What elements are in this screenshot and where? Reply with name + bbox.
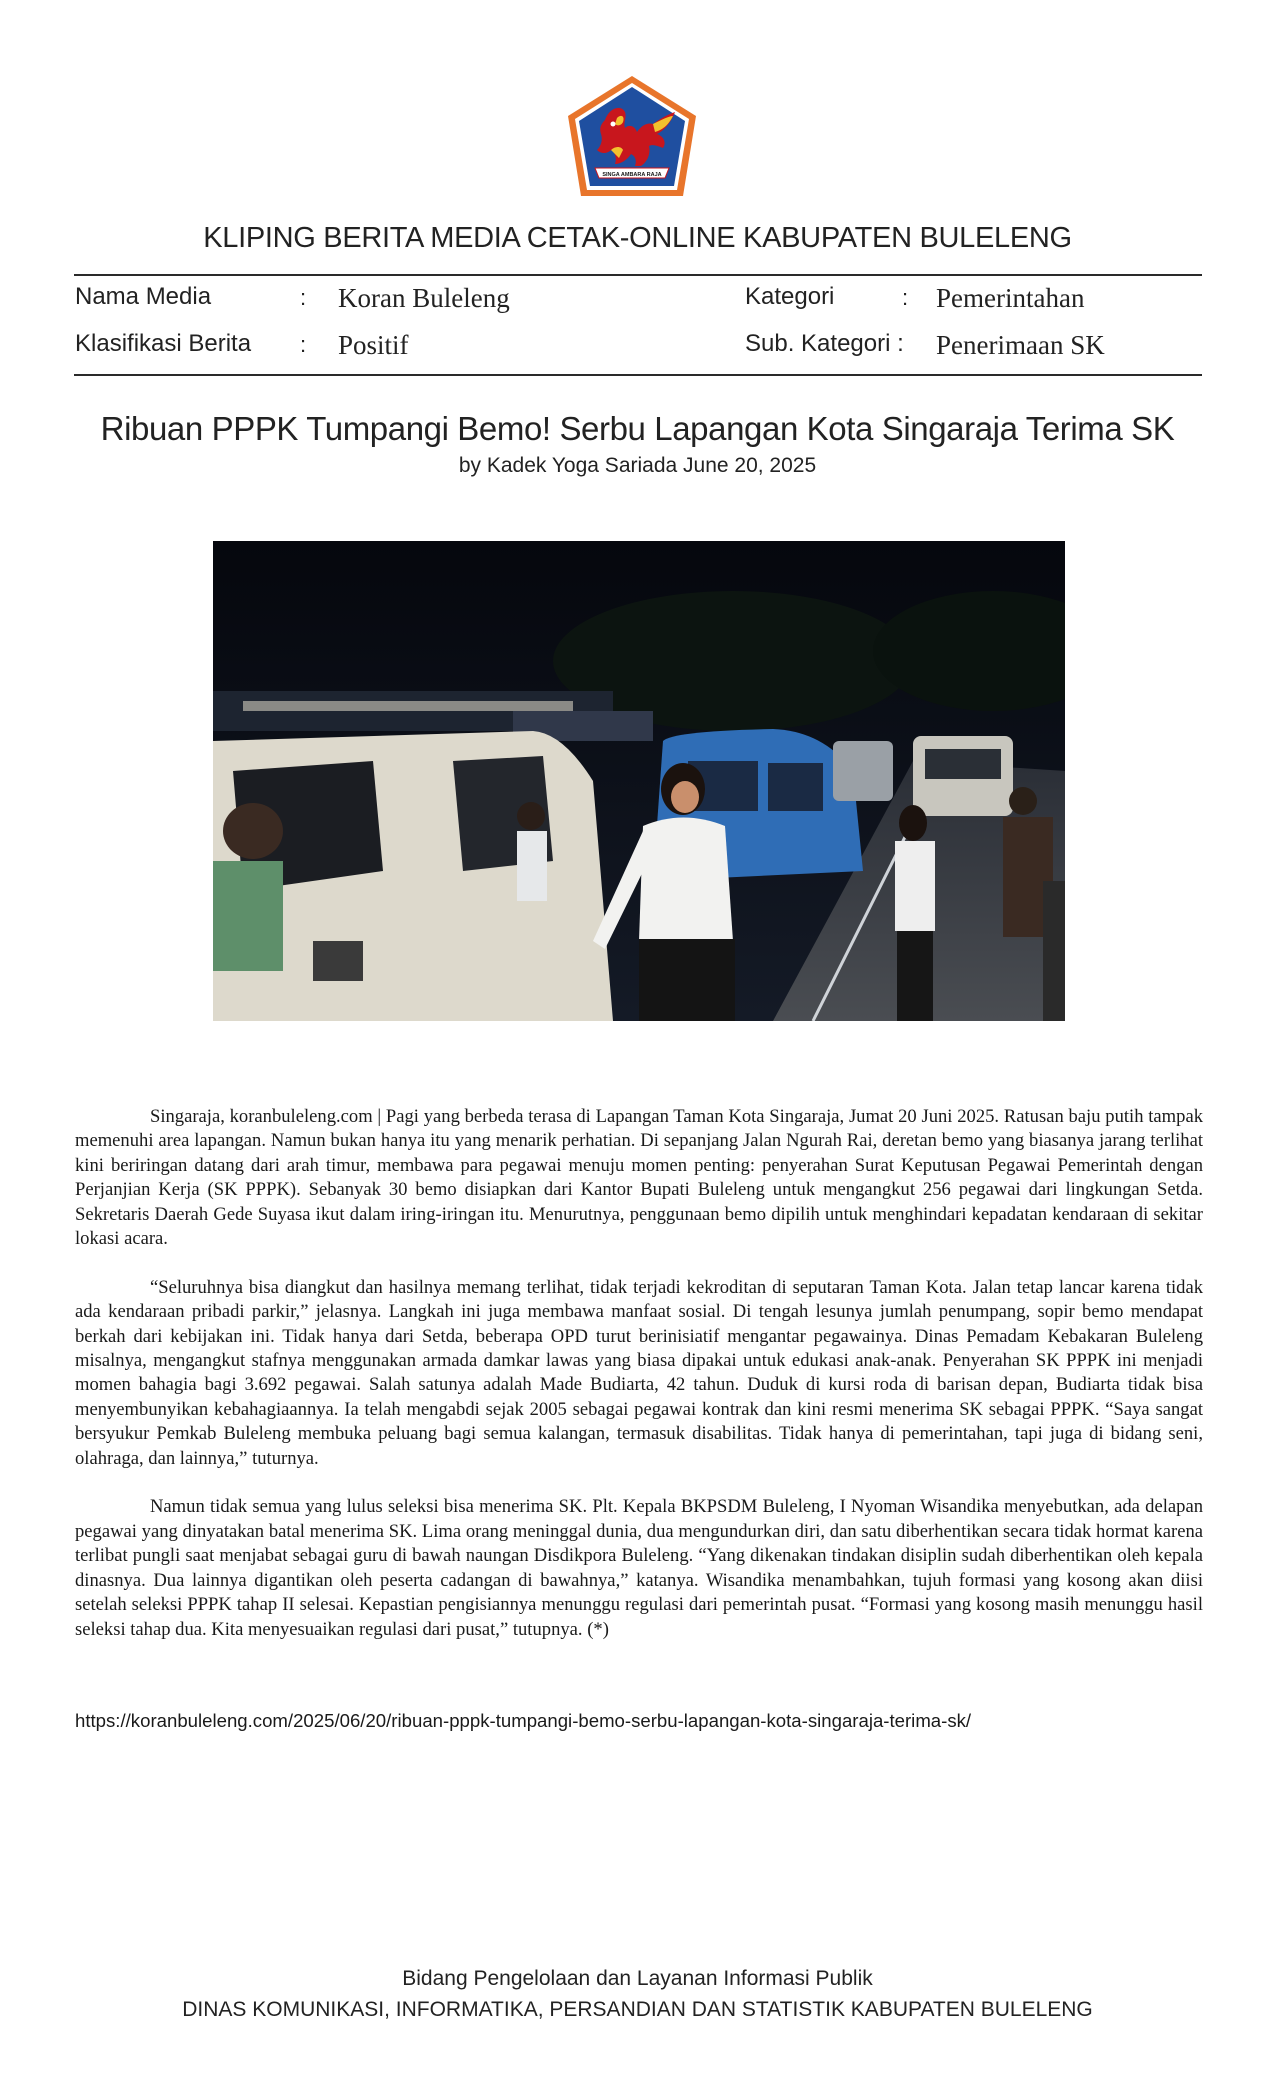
article-headline: Ribuan PPPK Tumpangi Bemo! Serbu Lapangan Kota Singaraja Terima SK — [100, 410, 1175, 447]
classification-label: Klasifikasi Berita — [75, 330, 252, 357]
article-photo — [213, 541, 1065, 1021]
footer-division: Bidang Pengelolaan dan Layanan Informasi Publik — [402, 1967, 873, 1990]
article-body — [75, 1105, 1203, 1666]
header-bottom-rule — [74, 374, 1202, 376]
media-name-value: Koran Buleleng — [338, 283, 510, 313]
footer-agency: DINAS KOMUNIKASI, INFORMATIKA, PERSANDIAN DAN STATISTIK KABUPATEN BULELENG — [182, 1998, 1093, 2021]
article-paragraph: Singaraja, koranbuleleng.com | Pagi yang berbeda terasa di Lapangan Taman Kota Singaraja, Jumat 20 Juni 2025. Ratusan baju putih tampak memenuhi area lapangan. Namun bukan hanya itu yang menarik perhatian. Di sepanjang Jalan Ngurah Rai, deretan bemo yang biasanya jarang terlihat kini beriringan datang dari arah timur, membawa para pegawai menuju momen penting: penyerahan Surat Keputusan Pegawai Pemerintah dengan Perjanjian Kerja (SK PPPK). Sebanyak 30 bemo disiapkan dari Kantor Bupati Buleleng untuk mengangkut 256 pegawai dari lingkungan Setda. Sekretaris Daerah Gede Suyasa ikut dalam iring-iringan itu. Menurutnya, penggunaan bemo dipilih untuk menghindari kepadatan kendaraan di sekitar lokasi acara. — [75, 1106, 1203, 1250]
buleleng-regency-emblem-icon — [565, 74, 699, 200]
category-value: Pemerintahan — [936, 283, 1085, 313]
media-name-label: Nama Media — [75, 283, 212, 310]
category-separator: : — [902, 285, 909, 310]
classification-value: Positif — [338, 330, 409, 360]
article-paragraph: “Seluruhnya bisa diangkut dan hasilnya memang terlihat, tidak terjadi kekroditan di seputaran Taman Kota. Jalan tetap lancar karena tidak ada kendaraan pribadi parkir,” jelasnya. Langkah ini juga membawa manfaat sosial. Di tengah lesunya jumlah penumpang, sopir bemo mendapat berkah dari kebijakan ini. Tidak hanya dari Setda, beberapa OPD turut berinisiatif mengantar pegawainya. Dinas Pemadam Kebakaran Buleleng misalnya, mengangkut stafnya menggunakan armada damkar lawas yang biasa dipakai untuk edukasi anak-anak. Penyerahan SK PPPK ini menjadi momen bahagia bagi 3.692 pegawai. Salah satunya adalah Made Budiarta, 42 tahun. Duduk di kursi roda di barisan depan, Budiarta tidak bisa menyembunyikan kebahagiaannya. Ia telah mengabdi sejak 2005 sebagai pegawai kontrak dan kini resmi menerima SK sebagai PPPK. “Saya sangat bersyukur Pemkab Buleleng membuka peluang bagi semua kalangan, termasuk disabilitas. Tidak hanya di pemerintahan, tapi juga di bidang seni, olahraga, dan lainnya,” tuturnya. — [75, 1276, 1203, 1469]
header-top-rule — [74, 274, 1202, 276]
clipping-title: KLIPING BERITA MEDIA CETAK-ONLINE KABUPATEN BULELENG — [203, 222, 1072, 254]
media-name-separator: : — [300, 285, 307, 310]
classification-separator: : — [300, 332, 307, 357]
article-paragraph: Namun tidak semua yang lulus seleksi bisa menerima SK. Plt. Kepala BKPSDM Buleleng, I Nyoman Wisandika menyebutkan, ada delapan pegawai yang dinyatakan batal menerima SK. Lima orang meninggal dunia, dua mengundurkan diri, dan satu diberhentikan secara tidak hormat karena terlibat pungli saat menjabat sebagai guru di bawah naungan Disdikpora Buleleng. “Yang dikenakan tindakan disiplin sudah diberhentikan oleh kepala dinasnya. Dua lainnya digantikan oleh peserta cadangan di bawahnya,” katanya. Wisandika menambahkan, tujuh formasi yang kosong akan diisi setelah seleksi PPPK tahap II selesai. Kepastian pengisiannya menunggu regulasi dari pemerintah pusat. “Formasi yang kosong masih menunggu hasil seleksi tahap dua. Kita menyesuaikan regulasi dari pusat,” tutupnya. (*) — [75, 1496, 1203, 1640]
regency-emblem-logo — [565, 74, 699, 200]
article-byline: by Kadek Yoga Sariada June 20, 2025 — [458, 454, 817, 477]
source-url-link[interactable]: https://koranbuleleng.com/2025/06/20/ribuan-pppk-tumpangi-bemo-serbu-lapangan-kota-singaraja-terima-sk/ — [75, 1710, 972, 1731]
category-label: Kategori — [745, 283, 835, 310]
emblem-motto: SINGA AMBARA RAJA — [602, 172, 662, 178]
subcategory-value: Penerimaan SK — [936, 330, 1105, 360]
subcategory-label: Sub. Kategori : — [745, 330, 904, 357]
